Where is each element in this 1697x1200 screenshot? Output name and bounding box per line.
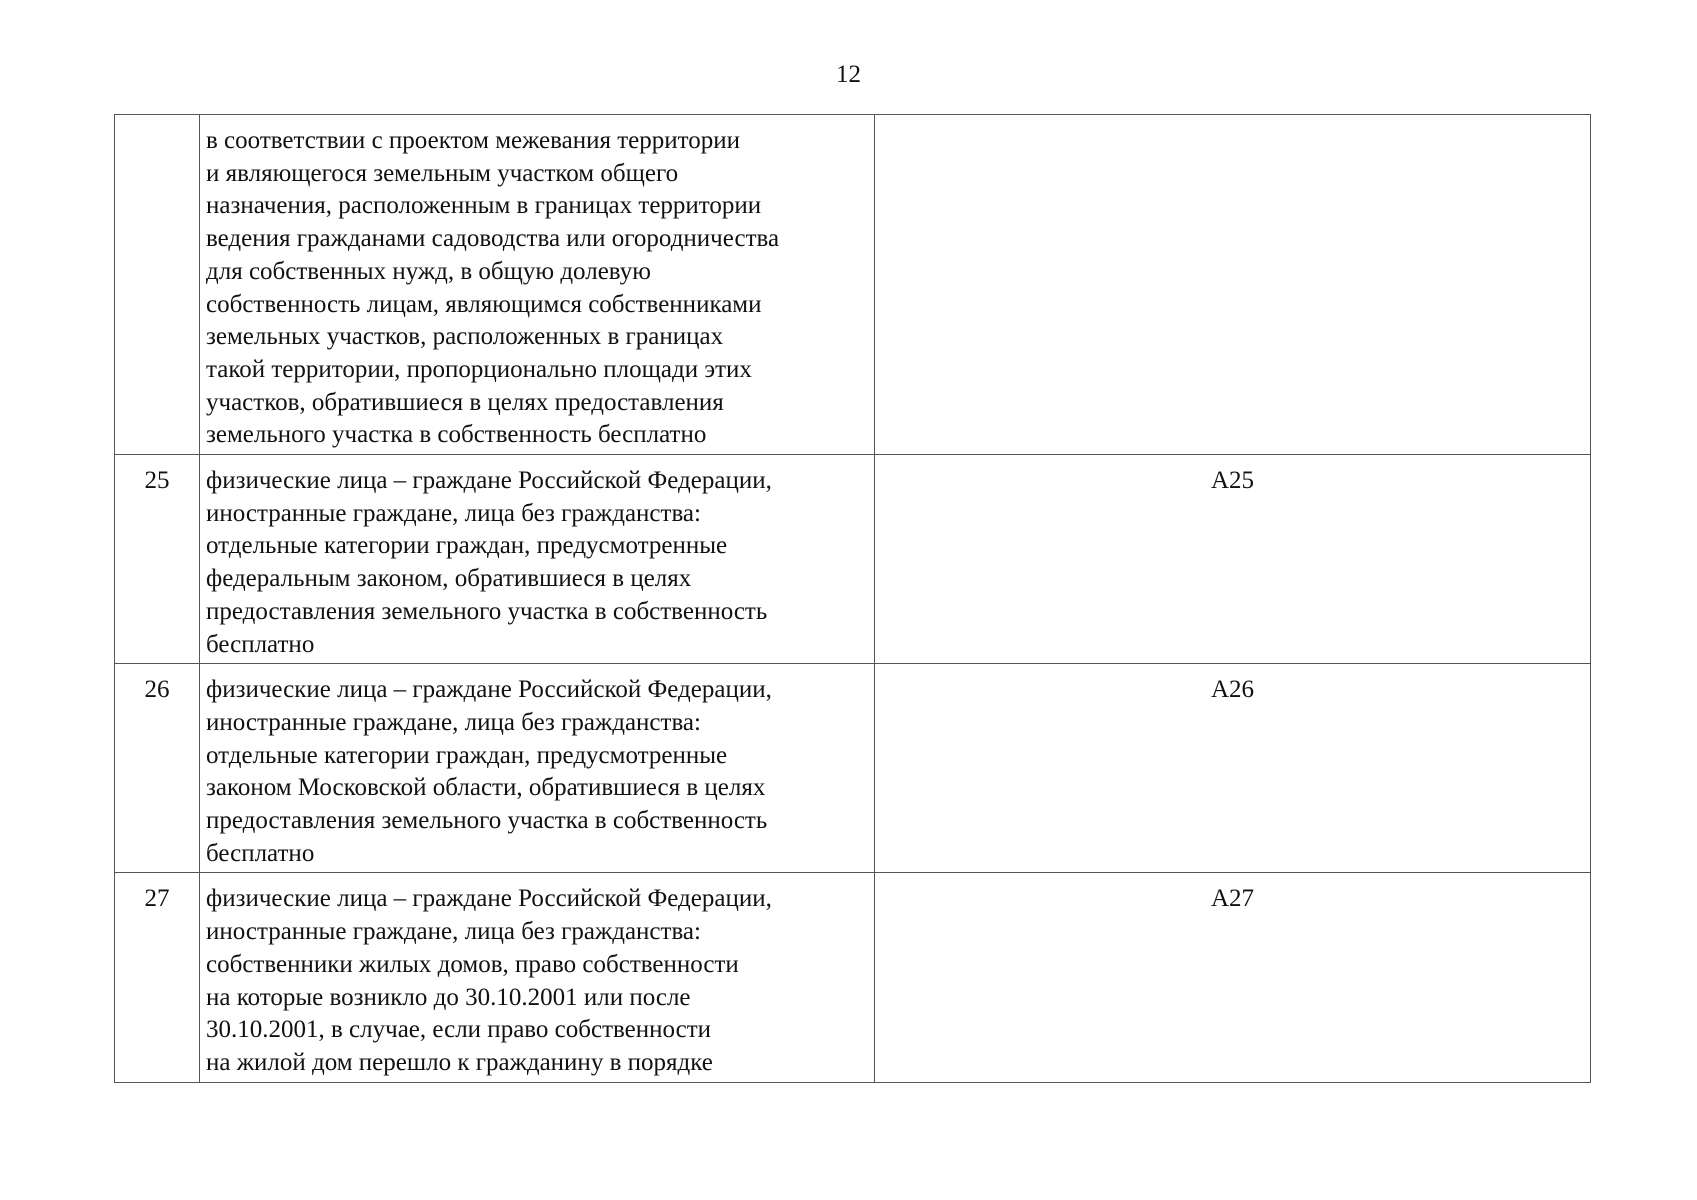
row-number-cell: 26	[115, 664, 200, 873]
row-number-cell: 27	[115, 873, 200, 1082]
row-code-cell: А27	[875, 873, 1591, 1082]
table-row	[115, 664, 1591, 873]
table-row	[115, 455, 1591, 664]
page-number: 12	[836, 61, 861, 88]
row-description-cell: физические лица – граждане Российской Федерации, иностранные граждане, лица без гражданства: собственники жилых домов, право собственности на которые возникло до 30.10.2001 или после 30.10.2001, в случае, если право собственности на жилой дом перешло к гражданину в порядке	[200, 873, 875, 1082]
row-description-cell: физические лица – граждане Российской Федерации, иностранные граждане, лица без гражданства: отдельные категории граждан, предусмотренные федеральным законом, обратившиеся в целях предоставления земельного участка в собственность бесплатно	[200, 455, 875, 664]
row-number-cell: 25	[115, 455, 200, 664]
row-code-cell	[875, 115, 1591, 455]
table-row	[115, 873, 1591, 1082]
categories-table	[114, 114, 1591, 1083]
table-row	[115, 115, 1591, 455]
row-code-cell: А25	[875, 455, 1591, 664]
row-description-cell: в соответствии с проектом межевания территории и являющегося земельным участком общего назначения, расположенным в границах территории ведения гражданами садоводства или огородничества для собственных нужд, в общую долевую собственность лицам, являющимся собственниками земельных участков, расположенных в границах такой территории, пропорционально площади этих участков, обратившиеся в целях предоставления земельного участка в собственность бесплатно	[200, 115, 875, 455]
row-description-cell: физические лица – граждане Российской Федерации, иностранные граждане, лица без гражданства: отдельные категории граждан, предусмотренные законом Московской области, обратившиеся в целях предоставления земельного участка в собственность бесплатно	[200, 664, 875, 873]
row-code-cell: А26	[875, 664, 1591, 873]
row-number-cell	[115, 115, 200, 455]
